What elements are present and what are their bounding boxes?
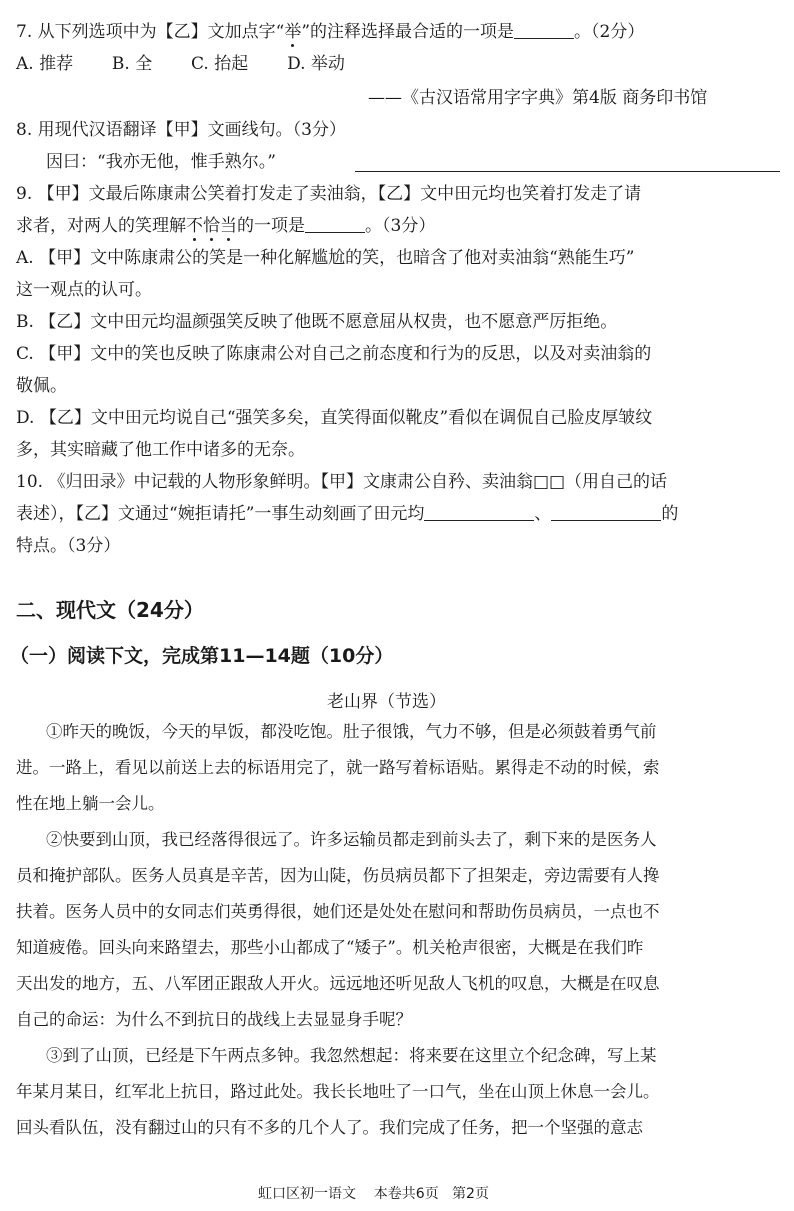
q10-line2-a: 表述），【乙】文通过“婉拒请托”一事生动刻画了田元均 [16, 504, 425, 524]
q9-answer-blank[interactable] [305, 214, 365, 233]
passage-p3-line: 年某月某日，红军北上抗日，路过此处。我长长地吐了一口气，坐在山顶上休息一会儿。 [16, 1082, 660, 1101]
q8-quote: 因曰：“我亦无他，惟手熟尔。” [46, 152, 276, 172]
q7-stem-b: ”的注释选择最合适的一项是 [301, 22, 515, 42]
q9-option-c-line1: C. 【甲】文中的笑也反映了陈康肃公对自己之前态度和行为的反思，以及对卖油翁的 [16, 344, 652, 364]
q9-option-d-line1: D. 【乙】文中田元均说自己“强笑多矣，直笑得面似靴皮”看似在调侃自己脸皮厚皱纹 [16, 408, 653, 428]
section-heading: 二、现代文（24分） [16, 598, 204, 622]
q9-dotted-char: 不 [186, 216, 203, 236]
q8-answer-line[interactable] [355, 170, 780, 172]
q9-line2-a: 求者，对两人的笑理解 [16, 216, 186, 236]
q10-answer-blank-2[interactable] [551, 502, 661, 521]
q9-option-c-line2: 敬佩。 [16, 376, 67, 396]
q7-answer-blank[interactable] [514, 20, 574, 39]
q7-option-d: D. 举动 [287, 54, 345, 74]
q10-line2 [16, 502, 678, 526]
q7-stem-a: 7. 从下列选项中为【乙】文加点字“ [16, 22, 285, 42]
q10-answer-blank-1[interactable] [424, 502, 534, 521]
q10-separator: 、 [534, 504, 552, 524]
q9-option-a-line2: 这一观点的认可。 [16, 280, 152, 300]
q7-source: ——《古汉语常用字字典》第4版 商务印书馆 [368, 88, 708, 108]
passage-p2-line: 知道疲倦。回头向来路望去，那些小山都成了“矮子”。机关枪声很密，大概是在我们昨 [16, 938, 644, 957]
q9-line2 [16, 214, 435, 238]
q9-line2-b: 的一项是 [237, 216, 305, 236]
passage-p2-line: 扶着。医务人员中的女同志们英勇得很，她们还是处处在慰问和帮助伤员病员，一点也不 [16, 902, 660, 921]
passage-p2-line: 天出发的地方，五、八军团正跟敌人开火。远远地还听见敌人飞机的叹息，大概是在叹息 [16, 974, 660, 993]
passage-p2-line: ②快要到山顶，我已经落得很远了。许多运输员都走到前头去了，剩下来的是医务人 [46, 830, 657, 849]
q7-option-c: C. 抬起 [191, 54, 249, 74]
q10-line3: 特点。（3分） [16, 536, 121, 556]
subsection-heading: （一）阅读下文，完成第11—14题（10分） [10, 645, 394, 667]
q9-line1: 9. 【甲】文最后陈康肃公笑着打发走了卖油翁，【乙】文中田元均也笑着打发走了请 [16, 184, 642, 204]
passage-title: 老山界（节选） [327, 692, 446, 712]
q7-score: 。（2分） [574, 22, 645, 42]
page-footer: 虹口区初一语文 本卷共6页 第2页 [258, 1186, 489, 1202]
q7-options [16, 52, 345, 76]
q9-option-a-line1: A. 【甲】文中陈康肃公的笑是一种化解尴尬的笑，也暗含了他对卖油翁“熟能生巧” [16, 248, 635, 268]
q10-line1: 10. 《归田录》中记载的人物形象鲜明。【甲】文康肃公自矜、卖油翁□□（用自己的话 [16, 472, 668, 492]
q9-dotted-char: 恰 [203, 216, 220, 236]
q7-dotted-char: 举 [284, 22, 302, 42]
q9-score: 。（3分） [365, 216, 436, 236]
q8-stem: 8. 用现代汉语翻译【甲】文画线句。（3分） [16, 120, 346, 140]
q7-option-a: A. 推荐 [16, 54, 74, 74]
passage-p1-line: 进。一路上，看见以前送上去的标语用完了，就一路写着标语贴。累得走不动的时候，索 [16, 758, 660, 777]
passage-p3-line: ③到了山顶，已经是下午两点多钟。我忽然想起：将来要在这里立个纪念碑，写上某 [46, 1046, 657, 1065]
q9-dotted-char: 当 [220, 216, 237, 236]
q9-option-b: B. 【乙】文中田元均温颜强笑反映了他既不愿意屈从权贵，也不愿意严厉拒绝。 [16, 312, 618, 332]
passage-p3-line: 回头看队伍，没有翻过山的只有不多的几个人了。我们完成了任务，把一个坚强的意志 [16, 1118, 643, 1137]
passage-p1-line: ①昨天的晚饭，今天的早饭，都没吃饱。肚子很饿，气力不够，但是必须鼓着勇气前 [46, 722, 657, 741]
passage-p2-line: 员和掩护部队。医务人员真是辛苦，因为山陡，伤员病员都下了担架走，旁边需要有人搀 [16, 866, 660, 885]
passage-p2-line: 自己的命运：为什么不到抗日的战线上去显显身手呢？ [16, 1010, 412, 1029]
q9-option-d-line2: 多，其实暗藏了他工作中诸多的无奈。 [16, 440, 305, 460]
q7-stem [16, 20, 644, 44]
q10-line2-b: 的 [661, 504, 679, 524]
q7-option-b: B. 全 [111, 54, 153, 74]
passage-p1-line: 性在地上躺一会儿。 [16, 794, 165, 813]
